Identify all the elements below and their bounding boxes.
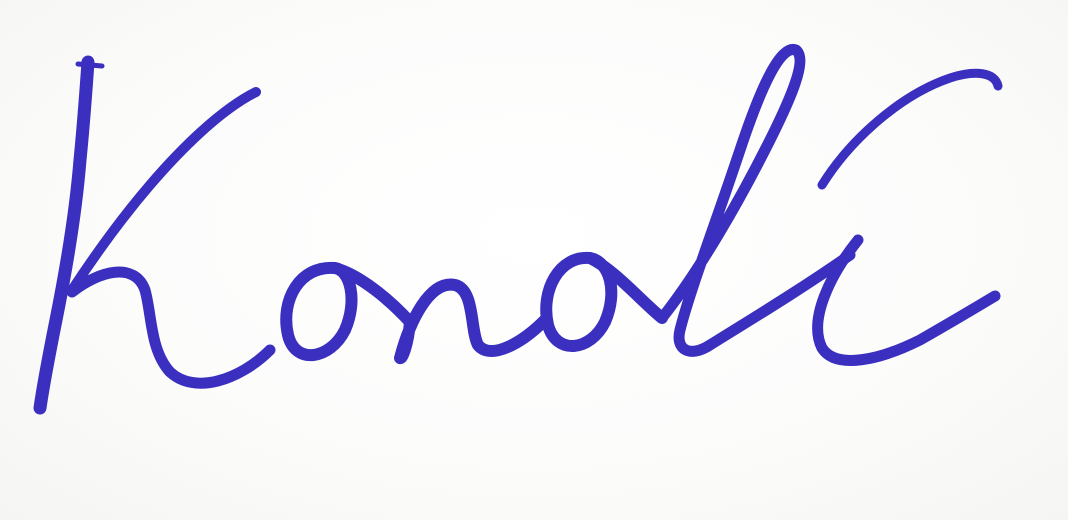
signature-stroke-n [400, 285, 545, 359]
signature-stroke-accent [822, 73, 998, 185]
signature-stroke-tick [78, 64, 102, 66]
signature-stroke-k-stem [40, 62, 88, 408]
signature-stroke-o1 [286, 268, 410, 355]
signature-stroke-o2 [546, 258, 662, 346]
signature-stroke-i [818, 240, 995, 360]
signature-stroke-k-leg [72, 272, 270, 383]
signature-stroke-k-arm [72, 92, 256, 290]
